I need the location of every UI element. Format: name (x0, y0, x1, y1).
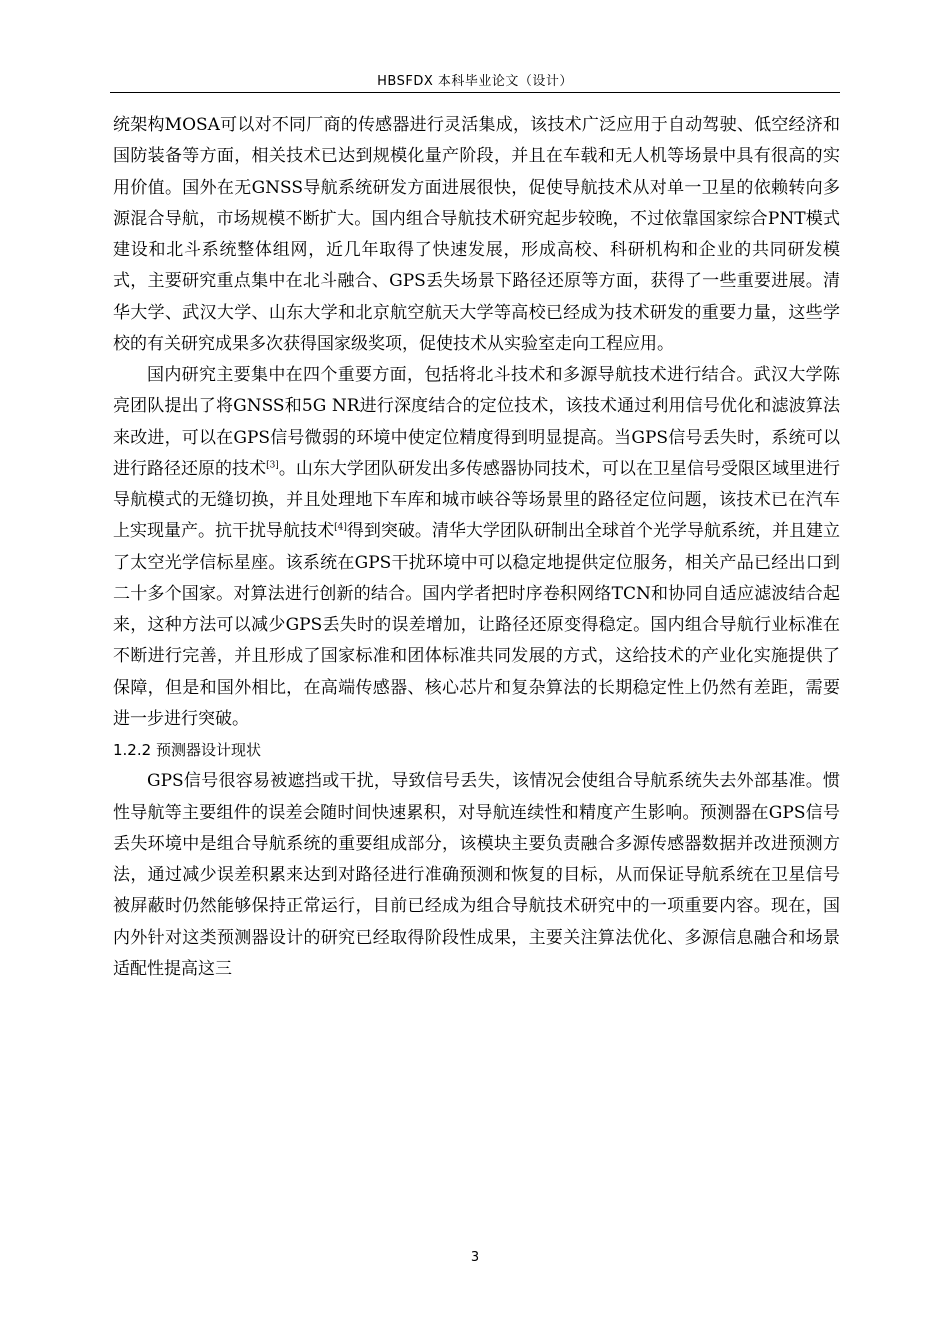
citation-3: [3] (266, 460, 279, 471)
running-header: HBSFDX 本科毕业论文（设计） (377, 74, 573, 89)
citation-4: [4] (334, 522, 347, 533)
paragraph-continued: 统架构MOSA可以对不同厂商的传感器进行灵活集成，该技术广泛应用于自动驾驶、低空经济和国防装备等方面，相关技术已达到规模化量产阶段，并且在车载和无人机等场景中具有很高的实用价值。国外在无GNSS导航系统研发方面进展很快，促使导航技术从对单一卫星的依赖转向多源混合导航，市场规模不断扩大。国内组合导航技术研究起步较晚，不过依靠国家综合PNT模式建设和北斗系统整体组网，近几年取得了快速发展，形成高校、科研机构和企业的共同研发模式，主要研究重点集中在北斗融合、GPS丢失场景下路径还原等方面，获得了一些重要进展。清华大学、武汉大学、山东大学和北京航空航天大学等高校已经成为技术研发的重要力量，这些学校的有关研究成果多次获得国家级奖项，促使技术从实验室走向工程应用。 (113, 115, 840, 354)
section-number: 1.2.2 (113, 741, 152, 759)
paragraph-text: 国内研究主要集中在四个重要方面，包括将北斗技术和多源导航技术进行结合。武汉大学陈亮团队提出了将GNSS和5G NR进行深度结合的定位技术，该技术通过利用信号优化和滤波算法来改进，可以在GPS信号微弱的环境中使定位精度得到明显提高。当GPS信号丢失时，系统可以进行路径还原的技术 (113, 365, 840, 479)
page-number: 3 (470, 1250, 480, 1265)
body-text (113, 110, 840, 985)
paragraph-text: 得到突破。清华大学团队研制出全球首个光学导航系统，并且建立了太空光学信标星座。该系统在GPS干扰环境中可以稳定地提供定位服务，相关产品已经出口到二十多个国家。对算法进行创新的结合。国内学者把时序卷积网络TCN和协同自适应滤波结合起来，这种方法可以减少GPS丢失时的误差增加，让路径还原变得稳定。国内组合导航行业标准在不断进行完善，并且形成了国家标准和团体标准共同发展的方式，这给技术的产业化实施提供了保障，但是和国外相比，在高端传感器、核心芯片和复杂算法的长期稳定性上仍然有差距，需要进一步进行突破。 (113, 521, 840, 729)
section-title: 预测器设计现状 (155, 741, 261, 759)
paragraph-text: 。山东大学团队研发出多传感器协同技术，可以在卫星信号受限区域里进行导航模式的无缝切换，并且处理地下车库和城市峡谷等场景里的路径定位问题，该技术已在汽车上实现量产。抗干扰导航技术 (113, 458, 841, 542)
paragraph-predictor-design: GPS信号很容易被遮挡或干扰，导致信号丢失，该情况会使组合导航系统失去外部基准。惯性导航等主要组件的误差会随时间快速累积，对导航连续性和精度产生影响。预测器在GPS信号丢失环境中是组合导航系统的重要组成部分，该模块主要负责融合多源传感器数据并改进预测方法，通过减少误差积累来达到对路径进行准确预测和恢复的目标，从而保证导航系统在卫星信号被屏蔽时仍然能够保持正常运行，目前已经成为组合导航技术研究中的一项重要内容。现在，国内外针对这类预测器设计的研究已经取得阶段性成果，主要关注算法优化、多源信息融合和场景适配性提高这三 (113, 771, 840, 979)
paragraph-domestic-research (113, 360, 840, 735)
header-rule (110, 92, 840, 93)
section-heading (113, 735, 840, 766)
